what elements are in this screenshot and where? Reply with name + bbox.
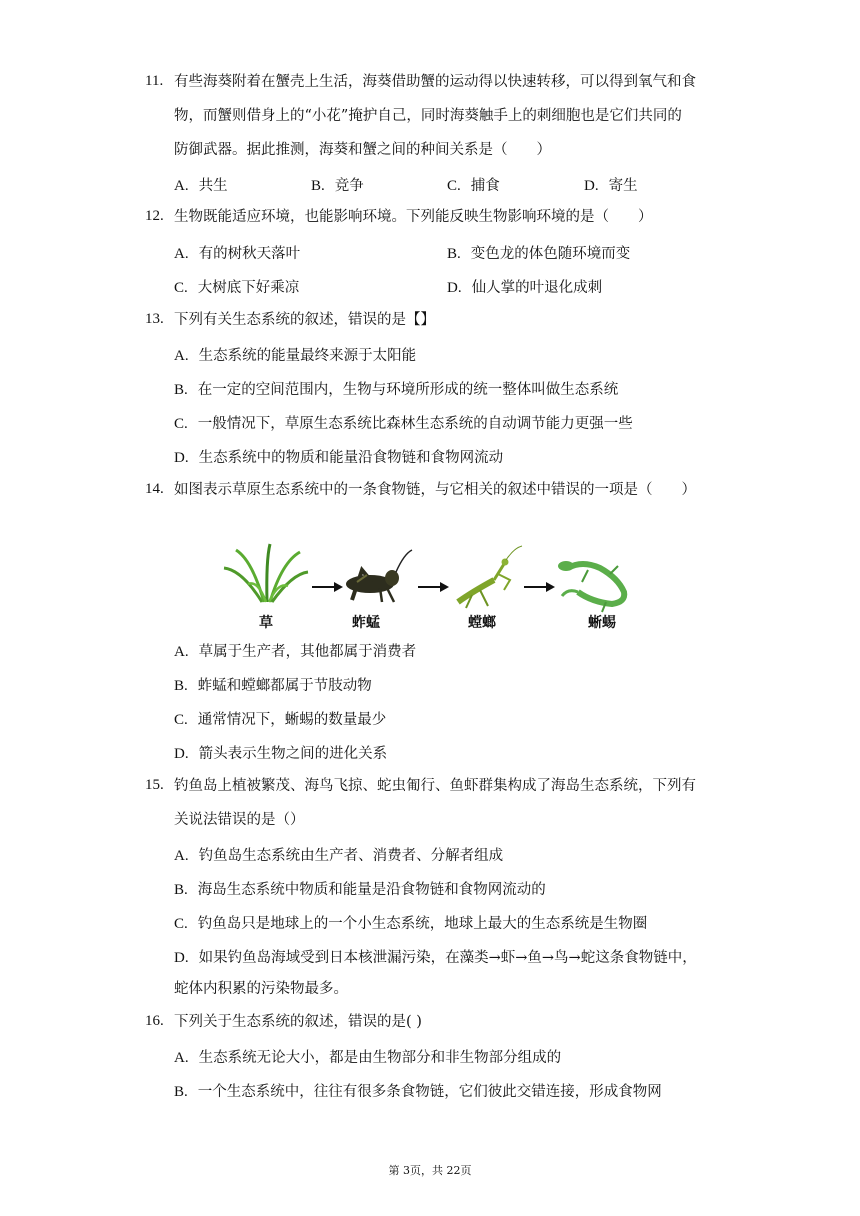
grass-image <box>224 544 308 602</box>
arrow-icon <box>418 582 449 592</box>
option-c: C. 钓鱼岛只是地球上的一个小生态系统，地球上最大的生态系统是生物圈 <box>174 916 648 932</box>
question-text: 如图表示草原生态系统中的一条食物链，与它相关的叙述中错误的一项是（ ） <box>174 482 696 498</box>
arrow-icon <box>524 582 555 592</box>
option-d: D. 仙人掌的叶退化成刺 <box>447 280 603 296</box>
arrow-icon <box>312 582 343 592</box>
question-number: 16. <box>145 1013 164 1029</box>
question-text: 钓鱼岛上植被繁茂、海鸟飞掠、蛇虫匍行、鱼虾群集构成了海岛生态系统，下列有 <box>174 778 696 794</box>
option-d: D. 如果钓鱼岛海域受到日本核泄漏污染，在藻类→虾→鱼→鸟→蛇这条食物链中， <box>174 950 697 966</box>
option-d: D. 生态系统中的物质和能量沿食物链和食物网流动 <box>174 450 504 466</box>
question-number: 14. <box>145 481 164 497</box>
option-a: A. 共生 <box>174 178 228 194</box>
option-a: A. 生态系统无论大小，都是由生物部分和非生物部分组成的 <box>174 1050 562 1066</box>
option-b: B. 竞争 <box>311 178 364 194</box>
question-text: 生物既能适应环境，也能影响环境。下列能反映生物影响环境的是（ ） <box>174 209 653 225</box>
option-a: A. 生态系统的能量最终来源于太阳能 <box>174 348 417 364</box>
option-c: C. 大树底下好乘凉 <box>174 280 300 296</box>
option-d: D. 箭头表示生物之间的进化关系 <box>174 746 388 762</box>
food-chain-figure <box>222 540 637 635</box>
option-c: C. 捕食 <box>447 178 500 194</box>
food-chain-illustration <box>222 540 637 635</box>
question-text: 防御武器。据此推测，海葵和蟹之间的种间关系是（ ） <box>174 142 551 158</box>
option-b: B. 在一定的空间范围内，生物与环境所形成的统一整体叫做生态系统 <box>174 382 619 398</box>
option-b: B. 一个生态系统中，往往有很多条食物链，它们彼此交错连接，形成食物网 <box>174 1084 662 1100</box>
question-text: 有些海葵附着在蟹壳上生活，海葵借助蟹的运动得以快速转移，可以得到氧气和食 <box>174 74 696 90</box>
grasshopper-image <box>346 550 412 602</box>
option-b: B. 海岛生态系统中物质和能量是沿食物链和食物网流动的 <box>174 882 546 898</box>
option-c: C. 一般情况下，草原生态系统比森林生态系统的自动调节能力更强一些 <box>174 416 633 432</box>
question-text: 物，而蟹则借身上的“小花”掩护自己，同时海葵触手上的刺细胞也是它们共同的 <box>174 108 682 124</box>
option-a: A. 钓鱼岛生态系统由生产者、消费者、分解者组成 <box>174 848 504 864</box>
question-text: 关说法错误的是（） <box>174 812 305 828</box>
option-a: A. 草属于生产者，其他都属于消费者 <box>174 644 417 660</box>
option-a: A. 有的树秋天落叶 <box>174 246 301 262</box>
figure-label-mantis: 螳螂 <box>468 615 496 631</box>
page-footer: 第 3页，共 22页 <box>388 1164 472 1177</box>
option-d: D. 寄生 <box>584 178 638 194</box>
question-number: 13. <box>145 311 164 327</box>
question-number: 11. <box>145 73 164 89</box>
question-number: 12. <box>145 208 164 224</box>
question-text: 下列关于生态系统的叙述，错误的是( ) <box>174 1014 422 1030</box>
option-d-continuation: 蛇体内积累的污染物最多。 <box>174 981 348 997</box>
question-number: 15. <box>145 777 164 793</box>
mantis-image <box>458 546 522 608</box>
option-b: B. 蚱蜢和螳螂都属于节肢动物 <box>174 678 372 694</box>
option-b: B. 变色龙的体色随环境而变 <box>447 246 631 262</box>
option-c: C. 通常情况下，蜥蜴的数量最少 <box>174 712 387 728</box>
figure-label-grasshopper: 蚱蜢 <box>352 615 380 631</box>
figure-label-grass: 草 <box>259 615 273 631</box>
lizard-image <box>558 561 624 612</box>
figure-label-lizard: 蜥蜴 <box>588 615 616 631</box>
question-text: 下列有关生态系统的叙述，错误的是【】 <box>174 312 435 328</box>
